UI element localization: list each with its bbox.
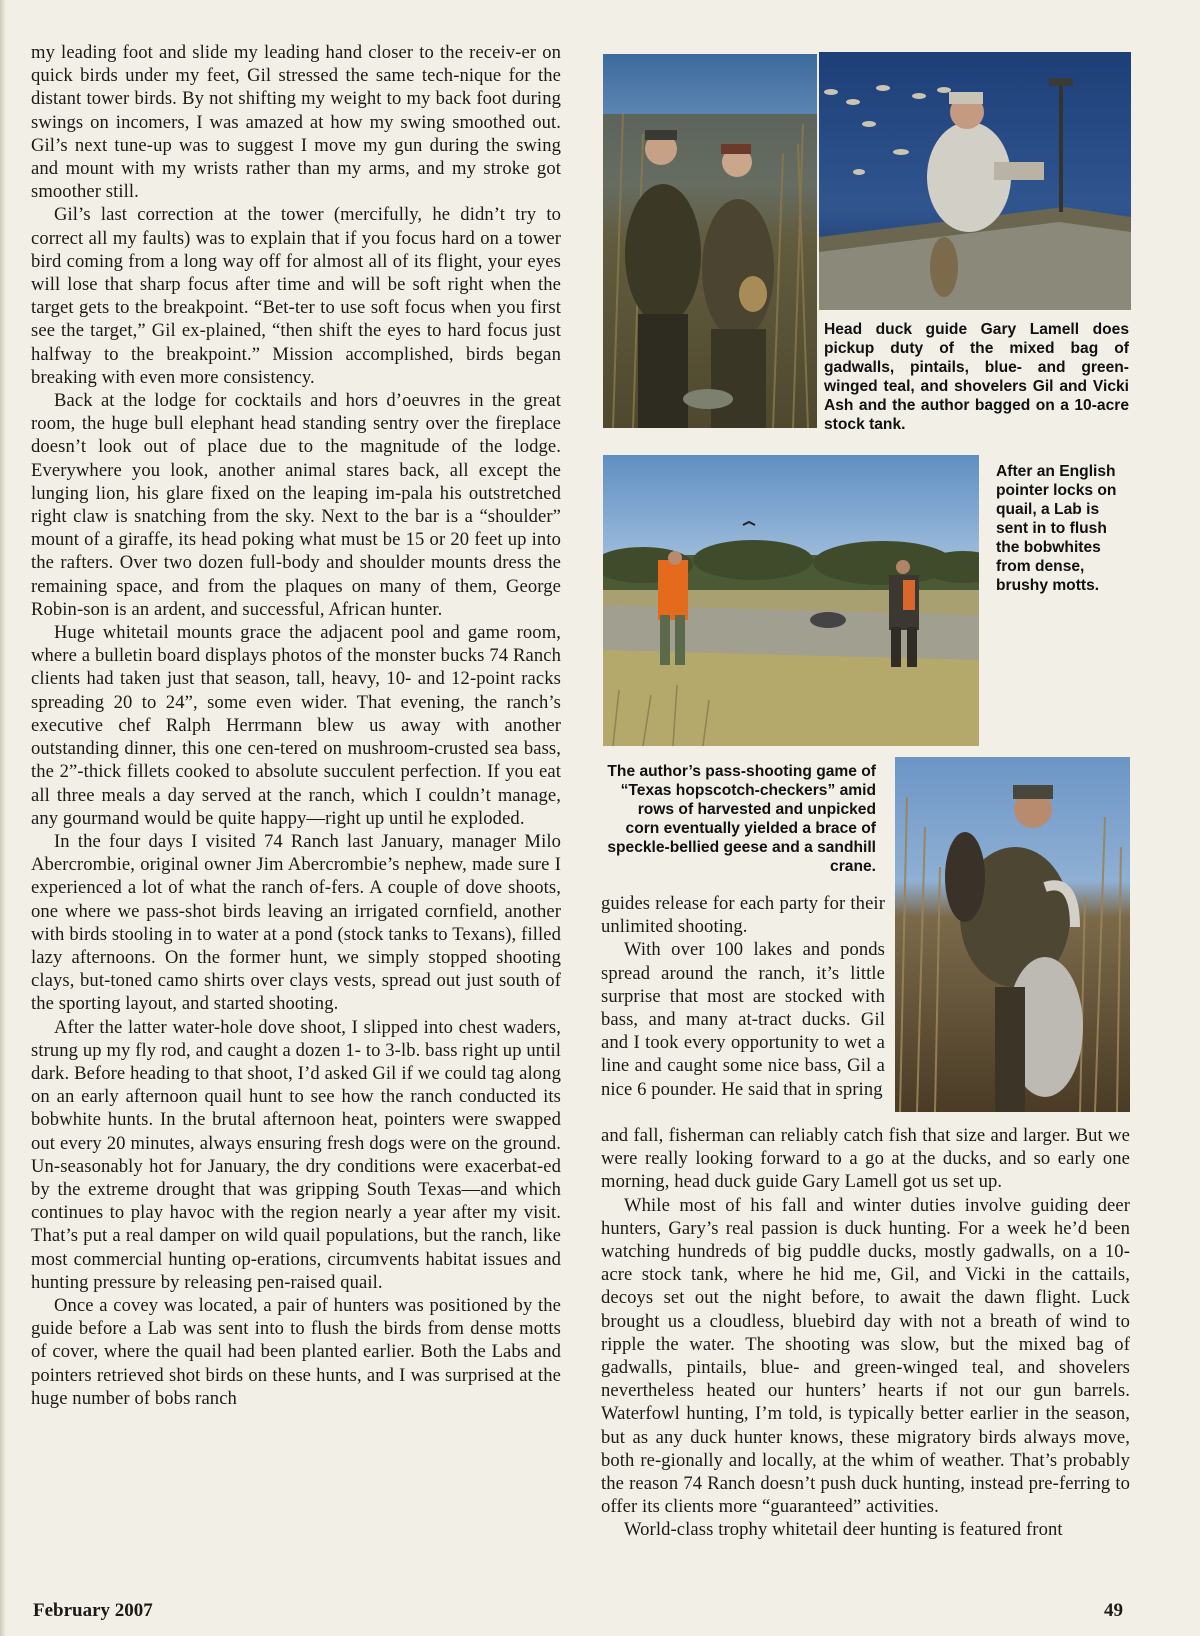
paragraph: In the four days I visited 74 Ranch last January, manager Milo Abercrombie, original owner Jim Abercrombie’s nephew, made sure I experienced a lot of what the ranch of-fers. A couple of dove shoots, one where we pass-shot birds leaving an irrigated cornfield, another with birds stooling in to water at a pond (stock tanks to Texans), filled lazy afternoons. On the former hunt, we simply stopped shooting clays, but-toned camo shirts over clays vests, spread out just south of the sporting layout, and started shooting.	[31, 830, 561, 1015]
paragraph: While most of his fall and winter duties involve guiding deer hunters, Gary’s real passion is duck hunting. For a week he’d been watching hundreds of big puddle ducks, mostly gadwalls, on a 10-acre stock tank, where he hid me, Gil, and Vicki in the cattails, decoys set out the night before, to await the dawn flight. Luck brought us a cloudless, bluebird day with not a breath of wind to ripple the water. The shooting was slow, but the mixed bag of gadwalls, pintails, blue- and green-winged teal, and shovelers nevertheless heated our hunters’ hearts if not our gun barrels. Waterfowl hunting, I’m told, is typically better earlier in the season, but as any duck hunter knows, these migratory birds always move, both re-gionally and locally, at the whim of weather. That’s probably the reason 74 Ranch doesn’t push duck hunting, instead pre-ferring to offer its clients more “guaranteed” activities.	[601, 1194, 1130, 1518]
right-column-full	[601, 1124, 1130, 1542]
geese-hunter-photo	[895, 757, 1130, 1112]
paragraph: After the latter water-hole dove shoot, I slipped into chest waders, strung up my fly rod, and caught a dozen 1- to 3-lb. bass right up until dark. Before heading to that shoot, I’d asked Gil if we could tag along on an early afternoon quail hunt to see how the ranch conducted its bobwhite hunts. In the brutal afternoon heat, pointers were swapped out every 20 minutes, always ensuring fresh dogs were on the ground. Un-seasonably hot for January, the dry conditions were exacerbat-ed by the extreme drought that was gripping South Texas—and which continues to play havoc with the region nearly a year after my visit. That’s put a real damper on wild quail populations, but the ranch, like most commercial hunting op-erations, circumvents habitat issues and hunting pressure by releasing pen-raised quail.	[31, 1016, 561, 1293]
left-column	[31, 41, 561, 1410]
page-edge	[0, 0, 6, 1636]
paragraph: Huge whitetail mounts grace the adjacent pool and game room, where a bulletin board displays photos of the monster bucks 74 Ranch clients had taken just that season, tall, heavy, 10- and 12-point racks spreading 20 to 24”, some even wider. That evening, the ranch’s executive chef Ralph Herrmann blew us away with another outstanding dinner, this one cen-tered on mushroom-crusted sea bass, the 2”-thick fillets cooked to absolute succulent perfection. If you eat all three meals a day served at the ranch, which I couldn’t manage, any gourmand would be quite happy—right up until he exploded.	[31, 622, 561, 829]
paragraph: Gil’s last correction at the tower (mercifully, he didn’t try to correct all my faults) was to explain that if you focus hard on a tower bird coming from a long way off for almost all of its flight, your eyes will lose that sharp focus after time and will be soft right when the target gets to the breakpoint. “Bet-ter to use soft focus when you first see the target,” Gil ex-plained, “then shift the eyes to hard focus just halfway to the breakpoint.” Mission accomplished, birds began breaking with even more consistency.	[31, 204, 561, 388]
paragraph: and fall, fisherman can reliably catch fish that size and larger. But we were really looking forward to a go at the ducks, and so early one morning, head duck guide Gary Lamell got us set up.	[601, 1125, 1130, 1193]
page-number: 49	[1104, 1600, 1123, 1621]
paragraph: my leading foot and slide my leading hand closer to the receiv-er on quick birds under my feet, Gil stressed the same tech-nique for the distant tower birds. By not shifting my weight to my back foot during swings on incomers, I was amazed at how my swing smoothed out. Gil’s next tune-up was to suggest I move my gun during the swing and mount with my wrists rather than my arms, and my stroke got smoother still.	[31, 42, 561, 203]
quail-hunt-photo	[603, 455, 979, 746]
footer-date: February 2007	[33, 1600, 153, 1621]
paragraph: Back at the lodge for cocktails and hors d’oeuvres in the great room, the huge bull elephant head standing sentry over the fireplace doesn’t look out of place due to the magnitude of the lodge. Everywhere you look, another animal stares back, all except the lunging lion, his glare fixed on the leaping im-pala his outstretched right claw is snatching from the sky. Next to the bar is a “shoulder” mount of a giraffe, its head poking what must be 15 or 20 feet up into the rafters. Over two dozen full-body and shoulder mounts dress the remaining space, and from the plaques on many of them, George Robin-son is an ardent, and successful, African hunter.	[31, 390, 561, 620]
paragraph: World-class trophy whitetail deer hunting is featured front	[624, 1519, 1063, 1541]
paragraph: guides release for each party for their unlimited shooting.	[601, 893, 885, 938]
hunters-cattails-photo	[603, 54, 817, 428]
duck-photo-caption: Head duck guide Gary Lamell does pickup duty of the mixed bag of gadwalls, pintails, blue- and green-winged teal, and shovelers Gil and Vicki Ash and the author bagged on a 10-acre stock tank.	[824, 321, 1129, 433]
geese-photo-caption: The author’s pass-shooting game of “Texas hopscotch-checkers” amid rows of harvested and unpicked corn eventually yielded a brace of speckle-bellied geese and a sandhill crane.	[607, 763, 876, 875]
paragraph: With over 100 lakes and ponds spread around the ranch, it’s little surprise that most are stocked with bass, and many at-tract ducks. Gil and I took every opportunity to wet a line and caught some nice bass, Gil a nice 6 pounder. He said that in spring	[601, 939, 885, 1100]
paragraph: Once a covey was located, a pair of hunters was positioned by the guide before a Lab was sent into to flush the birds from dense motts of cover, where the quail had been planted earlier. Both the Labs and pointers retrieved shot birds on these hunts, and I was surprised at the huge number of bobs ranch	[31, 1294, 561, 1409]
quail-photo-caption: After an English pointer locks on quail, a Lab is sent in to flush the bobwhites from dense, brushy motts.	[996, 463, 1117, 594]
duck-boat-photo	[819, 52, 1131, 310]
right-column-narrow	[601, 892, 885, 1101]
